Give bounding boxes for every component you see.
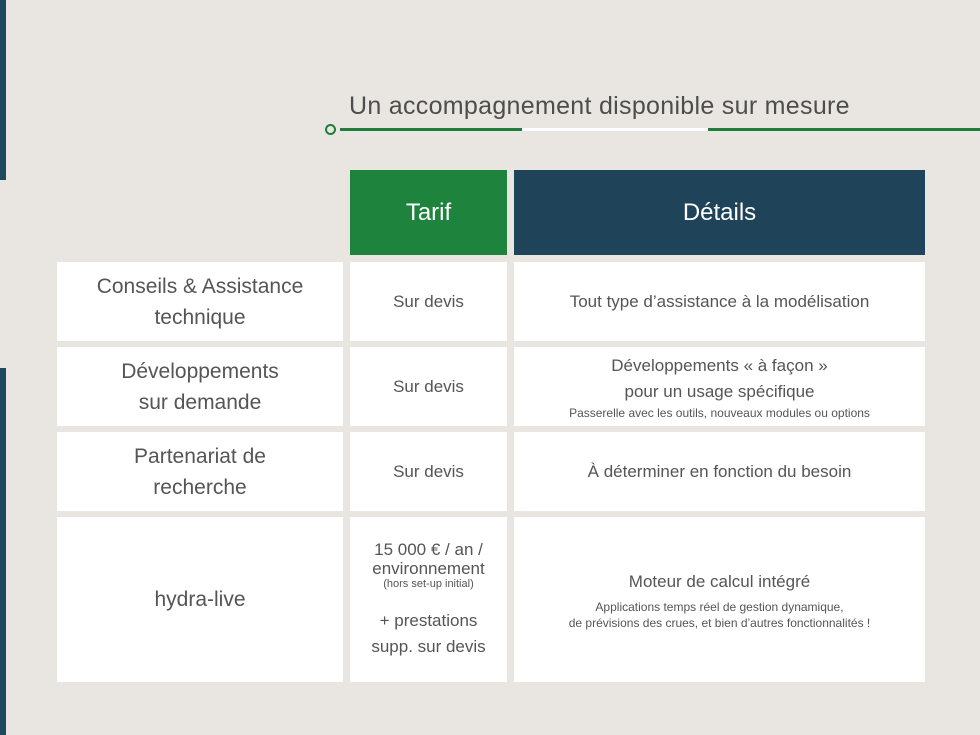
page-title: Un accompagnement disponible sur mesure <box>349 92 850 120</box>
row-4-tarif-line1: 15 000 € / an / <box>374 539 483 559</box>
row-4-details-main: Moteur de calcul intégré <box>628 571 811 591</box>
row-3-service-line1: Partenariat de <box>134 444 266 468</box>
row-1-details-text: Tout type d’assistance à la modélisation <box>569 291 870 311</box>
row-4-tarif <box>350 517 507 682</box>
row-4-details-small1: Applications temps réel de gestion dynamique, <box>595 599 844 614</box>
row-4-details <box>514 517 925 682</box>
title-underline-dot <box>325 124 336 135</box>
row-1-service-line2: technique <box>154 305 246 329</box>
row-2-service-line2: sur demande <box>138 390 262 414</box>
row-3-details-text: À déterminer en fonction du besoin <box>587 461 852 481</box>
title-underline-green-right <box>708 128 980 131</box>
row-1-service-line1: Conseils & Assistance <box>96 274 304 298</box>
row-2-details-line2: pour un usage spécifique <box>624 381 815 401</box>
row-4-tarif-extra2: supp. sur devis <box>371 636 486 656</box>
row-4-tarif-line2: environnement <box>372 558 485 578</box>
row-3-service-line2: recherche <box>153 475 247 499</box>
row-1-service <box>57 262 343 341</box>
row-1-tarif-text: Sur devis <box>393 291 464 311</box>
title-underline-green-left <box>340 128 522 131</box>
left-accent-bar-bottom <box>0 368 6 735</box>
row-2-details-small: Passerelle avec les outils, nouveaux modules ou options <box>569 405 870 420</box>
row-4-service <box>57 517 343 682</box>
row-2-details-line1: Développements « à façon » <box>611 355 828 375</box>
row-3-tarif-text: Sur devis <box>393 461 464 481</box>
left-accent-bar-top <box>0 0 6 180</box>
row-4-service-text: hydra-live <box>154 588 246 611</box>
row-4-tarif-note: (hors set-up initial) <box>383 577 474 590</box>
header-details: Détails <box>514 170 925 255</box>
row-4-tarif-extra1: + prestations <box>379 610 478 630</box>
row-3-service <box>57 432 343 511</box>
row-2-tarif-text: Sur devis <box>393 376 464 396</box>
row-4-details-small2: de prévisions des crues, et bien d’autres fonctionnalités ! <box>568 615 871 630</box>
row-2-tarif <box>350 347 507 426</box>
row-3-details <box>514 432 925 511</box>
row-2-service-line1: Développements <box>121 359 279 383</box>
row-1-tarif <box>350 262 507 341</box>
row-2-service <box>57 347 343 426</box>
row-3-tarif <box>350 432 507 511</box>
title-underline-white <box>522 128 708 131</box>
header-tarif: Tarif <box>350 170 507 255</box>
row-2-details <box>514 347 925 426</box>
row-1-details <box>514 262 925 341</box>
